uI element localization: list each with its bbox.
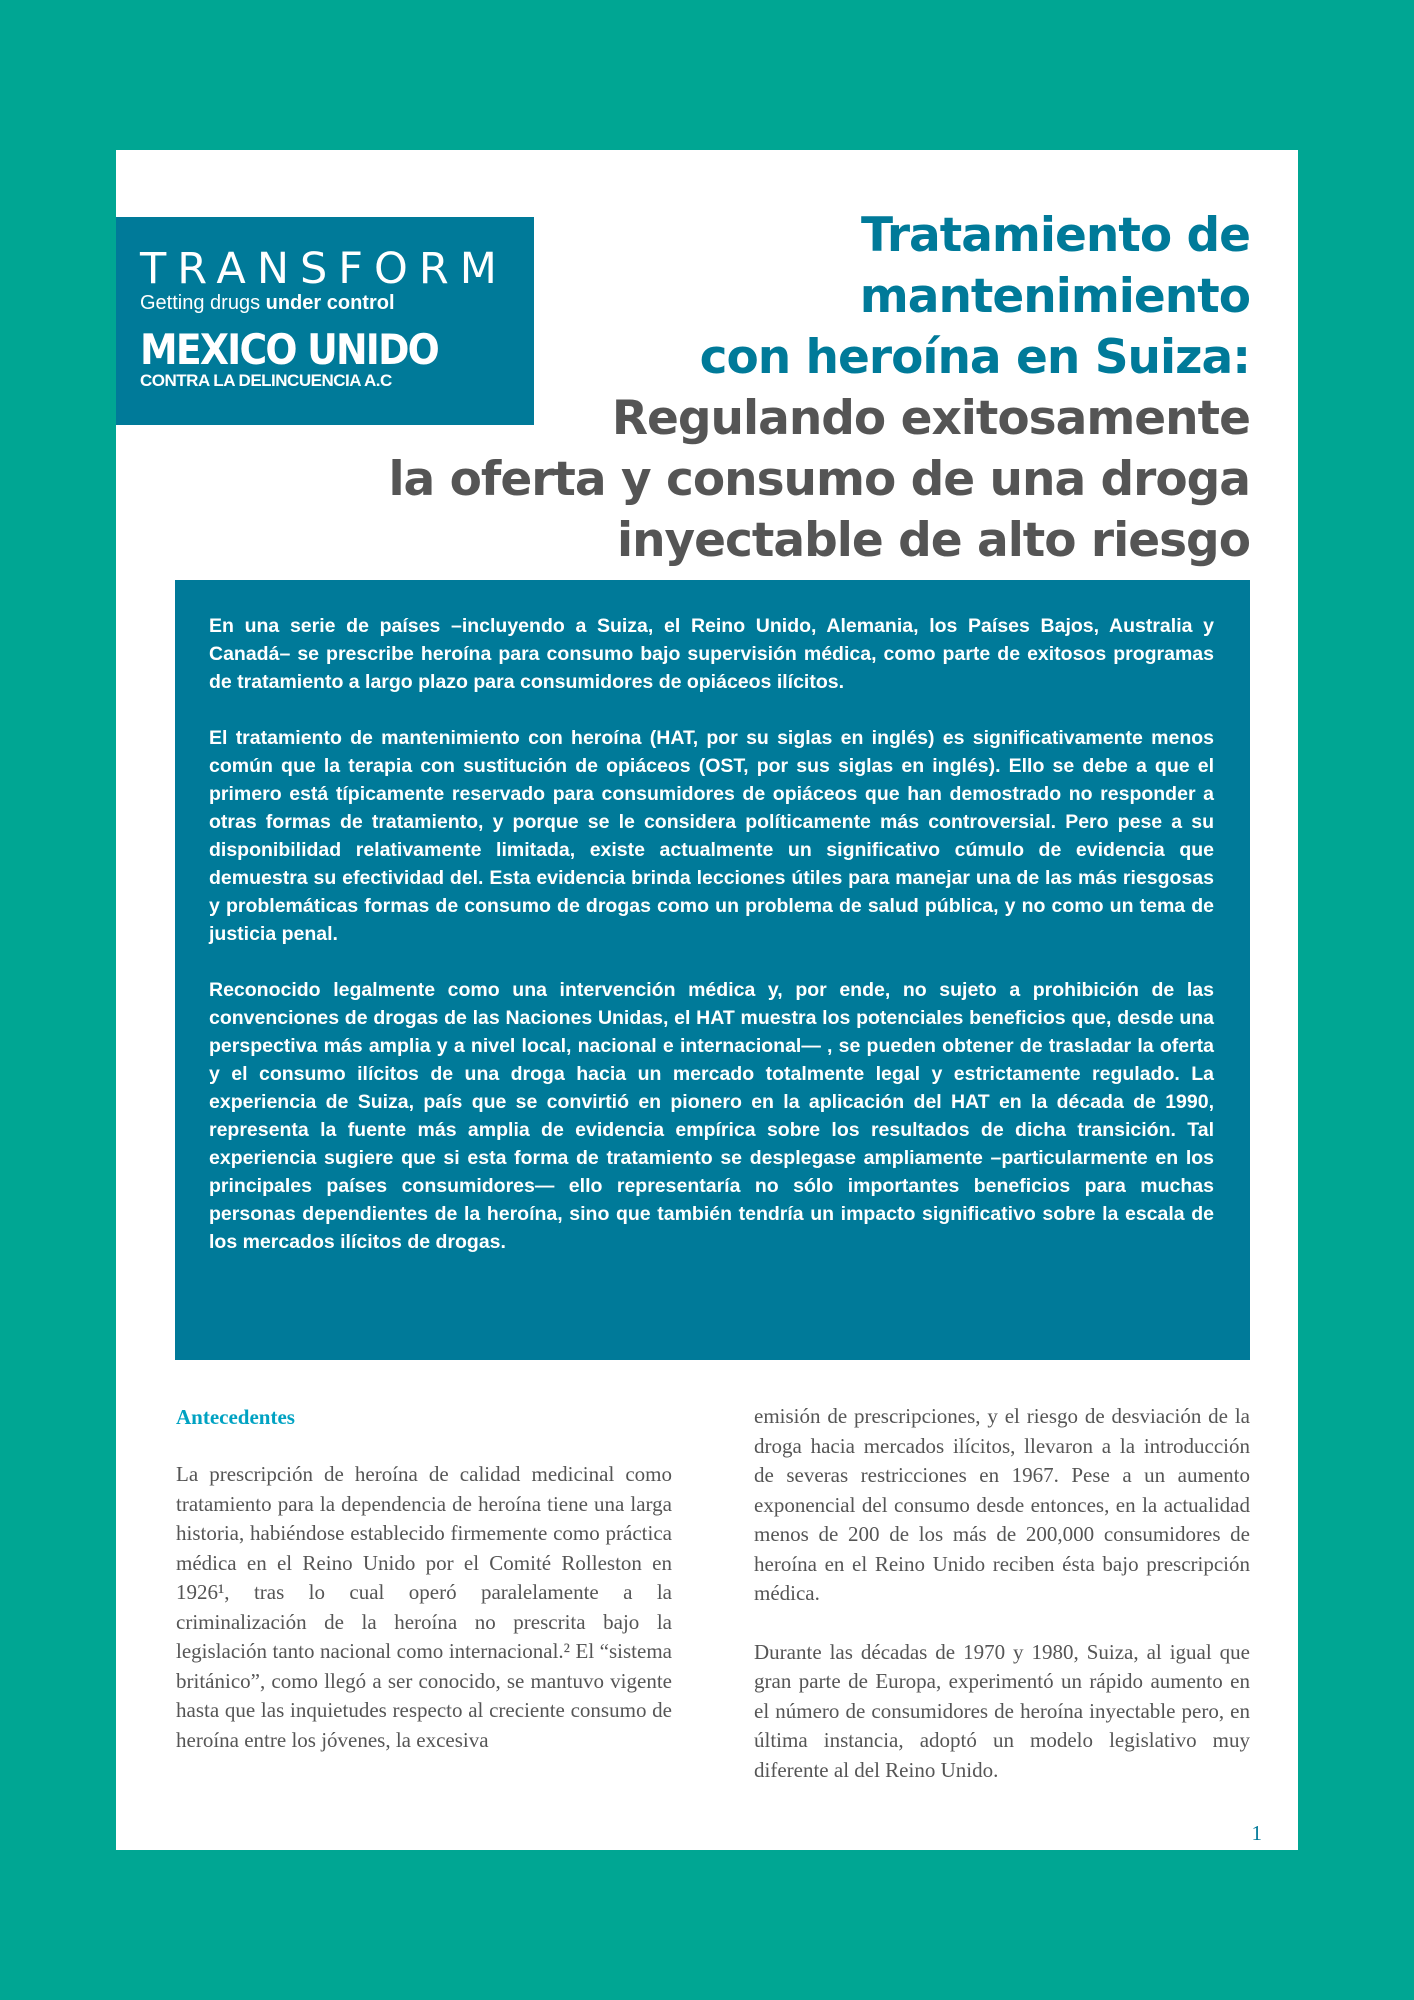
title-line: Tratamiento de [860,208,1250,263]
title-line: mantenimiento [859,269,1250,324]
summary-paragraph: El tratamiento de mantenimiento con heroína (HAT, por su siglas en inglés) es significativamente menos común que la terapia con sustitución de opiáceos (OST, por sus siglas en inglés). Ello se debe a que el primero está típicamente reservado para consumidores de opiáceos que han demostrado no responder a otras formas de tratamiento, y porque se le considera políticamente más controversial. Pero pese a su disponibilidad relativamente limitada, existe actualmente un significativo cúmulo de evidencia que demuestra su efectividad del. Esta evidencia brinda lecciones útiles para manejar una de las más riesgosas y problemáticas formas de consumo de drogas como un problema de salud pública, y no como un tema de justicia penal. [209,727,1214,945]
summary-paragraph: Reconocido legalmente como una intervención médica y, por ende, no sujeto a prohibición de las convenciones de drogas de las Naciones Unidas, el HAT muestra los potenciales beneficios que, desde una perspectiva más amplia y a nivel local, nacional e internacional— , se pueden obtener de trasladar la oferta y el consumo ilícitos de una droga hacia un mercado totalmente legal y estrictamente regulado. La experiencia de Suiza, país que se convirtió en pionero en la aplicación del HAT en la década de 1990, representa la fuente más amplia de evidencia empírica sobre los resultados de dicha transición. Tal experiencia sugiere que si esta forma de tratamiento se desplegase ampliamente –particularmente en los principales países consumidores— ello representaría no sólo importantes beneficios para muchas personas dependientes de la heroína, sino que también tendría un impacto significativo sobre la escala de los mercados ilícitos de drogas. [209,979,1214,1253]
page-number: 1 [1251,1821,1262,1845]
mexico-unido-logo: MEXICO UNIDO [140,325,438,374]
subtitle-line: inyectable de alto riesgo [616,513,1250,568]
body-paragraph: La prescripción de heroína de calidad medicinal como tratamiento para la dependencia de heroína tiene una larga historia, habiéndose establecido firmemente como práctica médica en el Reino Unido por el Comité Rolleston en 1926¹, tras lo cual operó paralelamente a la criminalización de la heroína no prescrita bajo la legislación tanto nacional como internacional.² El “sistema británico”, como llegó a ser conocido, se mantuvo vigente hasta que las inquietudes respecto al creciente consumo de heroína entre los jóvenes, la excesiva [176,1462,672,1752]
document-title [350,205,1250,571]
body-paragraph: Durante las décadas de 1970 y 1980, Suiza, al igual que gran parte de Europa, experimentó un rápido aumento en el número de consumidores de heroína inyectable pero, en última instancia, adoptó un modelo legislativo muy diferente al del Reino Unido. [754,1639,1250,1782]
tagline-regular: Getting drugs [140,292,266,314]
summary-paragraph: En una serie de países –incluyendo a Suiza, el Reino Unido, Alemania, los Países Bajos, Australia y Canadá– se prescribe heroína para consumo bajo supervisión médica, como parte de exitosos programas de tratamiento a largo plazo para consumidores de opiáceos ilícitos. [209,615,1214,693]
title-line: con heroína en Suiza: [699,330,1250,385]
right-column [754,1402,1250,1814]
subtitle-line: la oferta y consumo de una droga [388,452,1250,507]
tagline-bold: under control [265,292,395,314]
left-column [176,1403,672,1784]
mexico-unido-subtitle: CONTRA LA DELINCUENCIA A.C [140,371,392,390]
subtitle-line: Regulando exitosamente [611,391,1250,446]
summary-box [175,580,1250,1360]
body-paragraph: emisión de prescripciones, y el riesgo de desviación de la droga hacia mercados ilícitos, llevaron a la introducción de severas restricciones en 1967. Pese a un aumento exponencial del consumo desde entonces, en la actualidad menos de 200 de los más de 200,000 consumidores de heroína en el Reino Unido reciben ésta bajo prescripción médica. [754,1404,1250,1605]
transform-logo: TRANSFORM [140,244,508,294]
document-page [116,150,1298,1850]
section-heading: Antecedentes [176,1405,295,1429]
